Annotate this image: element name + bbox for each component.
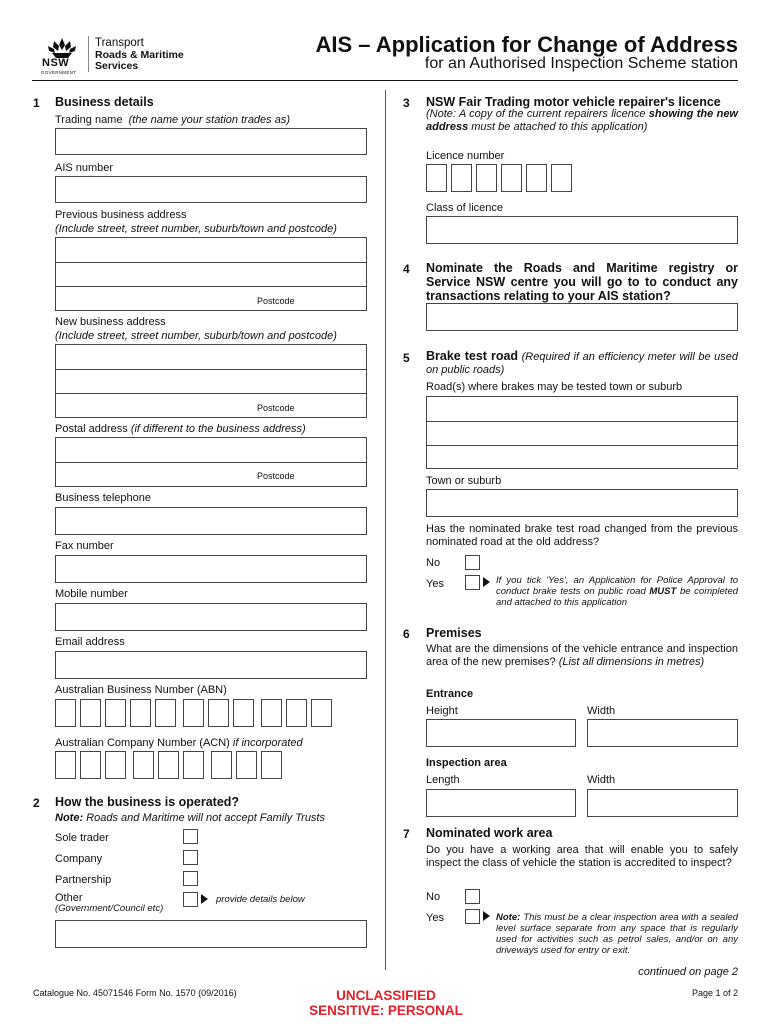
- work-area-note: Note: This must be a clear inspection area with a sealed level surface separate from any space that is regularly used for activities such as petrol sales, and/or on any driveways used for entry or exit.: [496, 912, 738, 956]
- acn-digit-box[interactable]: [211, 751, 232, 779]
- page-title: AIS – Application for Change of Address: [315, 32, 738, 57]
- postal-address-input[interactable]: [55, 437, 367, 487]
- section-title: How the business is operated?: [55, 795, 240, 809]
- entrance-width-label: Width: [587, 705, 616, 717]
- acn-digit-box[interactable]: [236, 751, 257, 779]
- entrance-height-input[interactable]: [426, 719, 576, 747]
- section-number: 3: [403, 96, 410, 110]
- logo-nsw-text: NSW: [42, 57, 70, 69]
- no-option-label: No: [426, 557, 441, 569]
- option-other-label: Other: [55, 892, 83, 904]
- work-area-question: Do you have a working area that will enable you to safely inspect the class of vehicle the station is accredited to inspect?: [426, 844, 738, 869]
- abn-digit-box[interactable]: [261, 699, 282, 727]
- catalogue-number: Catalogue No. 45071546 Form No. 1570 (09/2016): [33, 988, 237, 998]
- inspection-width-label: Width: [587, 774, 616, 786]
- classification-line-2: SENSITIVE: PERSONAL: [309, 1003, 463, 1018]
- acn-digit-box[interactable]: [55, 751, 76, 779]
- business-telephone-input[interactable]: [55, 507, 367, 535]
- road-changed-no-checkbox[interactable]: [465, 555, 480, 570]
- previous-address-note: (Include street, street number, suburb/town and postcode): [55, 223, 337, 235]
- agency-transport: Transport: [95, 37, 144, 49]
- ais-number-input[interactable]: [55, 176, 367, 203]
- arrow-right-icon: [483, 911, 490, 921]
- provide-details-hint: provide details below: [216, 894, 305, 905]
- agency-rms: Roads & Maritime: [95, 49, 184, 61]
- classification-line-1: UNCLASSIFIED: [336, 988, 436, 1003]
- fax-number-input[interactable]: [55, 555, 367, 583]
- option-sole-trader-label: Sole trader: [55, 832, 109, 844]
- abn-digit-box[interactable]: [208, 699, 229, 727]
- postcode-label: Postcode: [257, 403, 295, 413]
- abn-digit-box[interactable]: [155, 699, 176, 727]
- abn-digit-box[interactable]: [286, 699, 307, 727]
- town-suburb-label: Town or suburb: [426, 475, 502, 487]
- agency-services: Services: [95, 60, 139, 72]
- family-trust-note: Note: Roads and Maritime will not accept Family Trusts: [55, 812, 325, 824]
- option-company-label: Company: [55, 853, 103, 865]
- section-title: Business details: [55, 95, 154, 109]
- business-telephone-label: Business telephone: [55, 492, 152, 504]
- section-number: 4: [403, 262, 410, 276]
- trading-name-input[interactable]: [55, 128, 367, 155]
- email-address-input[interactable]: [55, 651, 367, 679]
- arrow-right-icon: [201, 894, 208, 904]
- licence-digit-box[interactable]: [476, 164, 497, 192]
- licence-digit-box[interactable]: [526, 164, 547, 192]
- class-of-licence-input[interactable]: [426, 216, 738, 244]
- new-address-label: New business address: [55, 316, 166, 328]
- no-option-label: No: [426, 891, 441, 903]
- trading-name-label: Trading name (the name your station trades as): [55, 114, 291, 126]
- licence-digit-box[interactable]: [501, 164, 522, 192]
- entrance-width-input[interactable]: [587, 719, 738, 747]
- abn-label: Australian Business Number (ABN): [55, 684, 227, 696]
- premises-question: What are the dimensions of the vehicle entrance and inspection area of the new premises? (List all dimensions in metres): [426, 643, 738, 668]
- acn-digit-box[interactable]: [158, 751, 179, 779]
- postcode-label: Postcode: [257, 296, 295, 306]
- acn-digit-box[interactable]: [80, 751, 101, 779]
- acn-label: Australian Company Number (ACN) if incorporated: [55, 737, 303, 749]
- section-title: Nominated work area: [426, 826, 553, 840]
- abn-digit-box[interactable]: [80, 699, 101, 727]
- abn-digit-box[interactable]: [130, 699, 151, 727]
- inspection-length-input[interactable]: [426, 789, 576, 817]
- acn-digit-box[interactable]: [105, 751, 126, 779]
- licence-copy-note: (Note: A copy of the current repairers licence showing the new address must be attached to this application): [426, 108, 738, 133]
- inspection-width-input[interactable]: [587, 789, 738, 817]
- postal-address-label: Postal address (if different to the business address): [55, 423, 306, 435]
- company-checkbox[interactable]: [183, 850, 198, 865]
- abn-digit-box[interactable]: [55, 699, 76, 727]
- logo-divider: [88, 36, 89, 72]
- brake-test-heading: Brake test road (Required if an efficiency meter will be used on public roads): [426, 349, 738, 376]
- new-address-input[interactable]: [55, 344, 367, 418]
- previous-address-label: Previous business address: [55, 209, 187, 221]
- other-details-input[interactable]: [55, 920, 367, 948]
- police-approval-note: If you tick 'Yes', an Application for Police Approval to conduct brake tests on public road MUST be completed and attached to this application: [496, 575, 739, 608]
- acn-digit-box[interactable]: [133, 751, 154, 779]
- registry-centre-input[interactable]: [426, 303, 738, 331]
- licence-digit-box[interactable]: [426, 164, 447, 192]
- ais-number-label: AIS number: [55, 162, 114, 174]
- class-of-licence-label: Class of licence: [426, 202, 504, 214]
- inspection-area-heading: Inspection area: [426, 757, 507, 769]
- fax-number-label: Fax number: [55, 540, 114, 552]
- licence-digit-box[interactable]: [451, 164, 472, 192]
- inspection-length-label: Length: [426, 774, 460, 786]
- other-checkbox[interactable]: [183, 892, 198, 907]
- option-partnership-label: Partnership: [55, 874, 112, 886]
- acn-digit-box[interactable]: [183, 751, 204, 779]
- section-title: NSW Fair Trading motor vehicle repairer's licence: [426, 95, 721, 109]
- section-title: Nominate the Roads and Maritime registry or Service NSW centre you will go to to conduct any transactions relating to your AIS station?: [426, 261, 738, 303]
- licence-digit-box[interactable]: [551, 164, 572, 192]
- page-subtitle: for an Authorised Inspection Scheme station: [424, 55, 738, 72]
- logo-government-text: GOVERNMENT: [41, 70, 77, 75]
- abn-digit-box[interactable]: [105, 699, 126, 727]
- entrance-heading: Entrance: [426, 688, 474, 700]
- arrow-right-icon: [483, 577, 490, 587]
- section-number: 6: [403, 627, 410, 641]
- section-number: 5: [403, 351, 410, 365]
- abn-digit-box[interactable]: [183, 699, 204, 727]
- previous-address-input[interactable]: [55, 237, 367, 311]
- column-divider: [385, 90, 386, 970]
- entrance-height-label: Height: [426, 705, 458, 717]
- postcode-label: Postcode: [257, 471, 295, 481]
- road-changed-yes-checkbox[interactable]: [465, 575, 480, 590]
- road-changed-question: Has the nominated brake test road changed from the previous nominated road at the old address?: [426, 523, 738, 548]
- sole-trader-checkbox[interactable]: [183, 829, 198, 844]
- header-rule: [32, 80, 738, 81]
- acn-digit-box[interactable]: [261, 751, 282, 779]
- licence-number-label: Licence number: [426, 150, 505, 162]
- yes-option-label: Yes: [426, 912, 444, 924]
- yes-option-label: Yes: [426, 578, 444, 590]
- option-other-sublabel: (Government/Council etc): [55, 903, 164, 914]
- partnership-checkbox[interactable]: [183, 871, 198, 886]
- email-address-label: Email address: [55, 636, 125, 648]
- new-address-note: (Include street, street number, suburb/town and postcode): [55, 330, 337, 342]
- work-area-no-checkbox[interactable]: [465, 889, 480, 904]
- mobile-number-label: Mobile number: [55, 588, 128, 600]
- section-number: 2: [33, 796, 40, 810]
- abn-digit-box[interactable]: [233, 699, 254, 727]
- brake-roads-label: Road(s) where brakes may be tested town or suburb: [426, 381, 683, 393]
- section-number: 1: [33, 96, 40, 110]
- brake-roads-input[interactable]: [426, 396, 738, 469]
- section-number: 7: [403, 827, 410, 841]
- mobile-number-input[interactable]: [55, 603, 367, 631]
- town-suburb-input[interactable]: [426, 489, 738, 517]
- page-number: Page 1 of 2: [691, 988, 738, 998]
- continued-note: continued on page 2: [638, 966, 738, 978]
- work-area-yes-checkbox[interactable]: [465, 909, 480, 924]
- section-title: Premises: [426, 626, 482, 640]
- abn-digit-box[interactable]: [311, 699, 332, 727]
